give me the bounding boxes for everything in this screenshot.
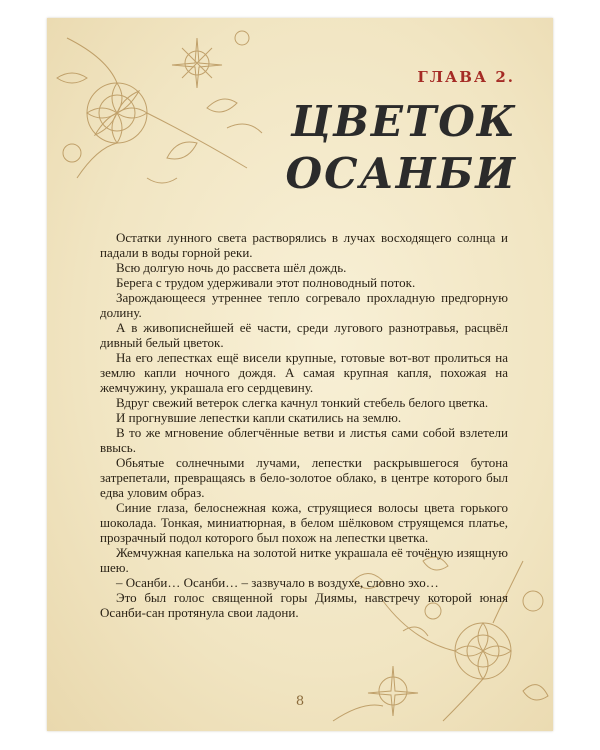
paragraph: Жемчужная капелька на золотой нитке украшала её точёную изящную шею. (100, 545, 508, 575)
chapter-title (247, 96, 517, 200)
paragraph: Остатки лунного света растворялись в лучах восходящего солнца и падали в воды горной реки. (100, 230, 508, 260)
page-number: 8 (295, 694, 305, 709)
book-page (47, 18, 553, 731)
paragraph: И прогнувшие лепестки капли скатились на землю. (116, 410, 402, 425)
chapter-title-line1: ЦВЕТОК (290, 97, 517, 146)
paragraph: Это был голос священной горы Диямы, навстречу которой юная Осанби-сан протянула свои ладони. (100, 590, 508, 620)
paragraph: Вдруг свежий ветерок слегка качнул тонкий стебель белого цветка. (116, 395, 489, 410)
paragraph: Синие глаза, белоснежная кожа, струящиеся волосы цвета горького шоколада. Тонкая, миниатюрная, в белом шёлковом струящемся платье, прозрачный подол которого был похож на лепестки цветка. (100, 500, 508, 545)
floral-ornament-top-left (47, 18, 277, 208)
paragraph: Обьятые солнечными лучами, лепестки раскрывшегося бутона затрепетали, превращаясь в бело-золотое облако, в центре которого был едва уловим образ. (100, 455, 508, 500)
chapter-label: ГЛАВА 2. (417, 68, 515, 86)
paragraph: В то же мгновение облегчённые ветви и листья сами собой взлетели ввысь. (100, 425, 508, 455)
chapter-text (100, 230, 508, 620)
paragraph: Всю долгую ночь до рассвета шёл дождь. (116, 260, 347, 275)
paragraph: Зарождающееся утреннее тепло согревало прохладную предгорную долину. (100, 290, 508, 320)
chapter-title-line2: ОСАНБИ (285, 149, 517, 198)
paragraph: А в живописнейшей её части, среди лугового разнотравья, расцвёл дивный белый цветок. (100, 320, 508, 350)
paragraph: – Осанби… Осанби… – зазвучало в воздухе, словно эхо… (116, 575, 439, 590)
paragraph: На его лепестках ещё висели крупные, готовые вот-вот пролиться на землю капли ночного дождя. А самая крупная капля, похожая на жемчужину, украшала его сердцевину. (100, 350, 508, 395)
paragraph: Берега с трудом удерживали этот полноводный поток. (116, 275, 416, 290)
